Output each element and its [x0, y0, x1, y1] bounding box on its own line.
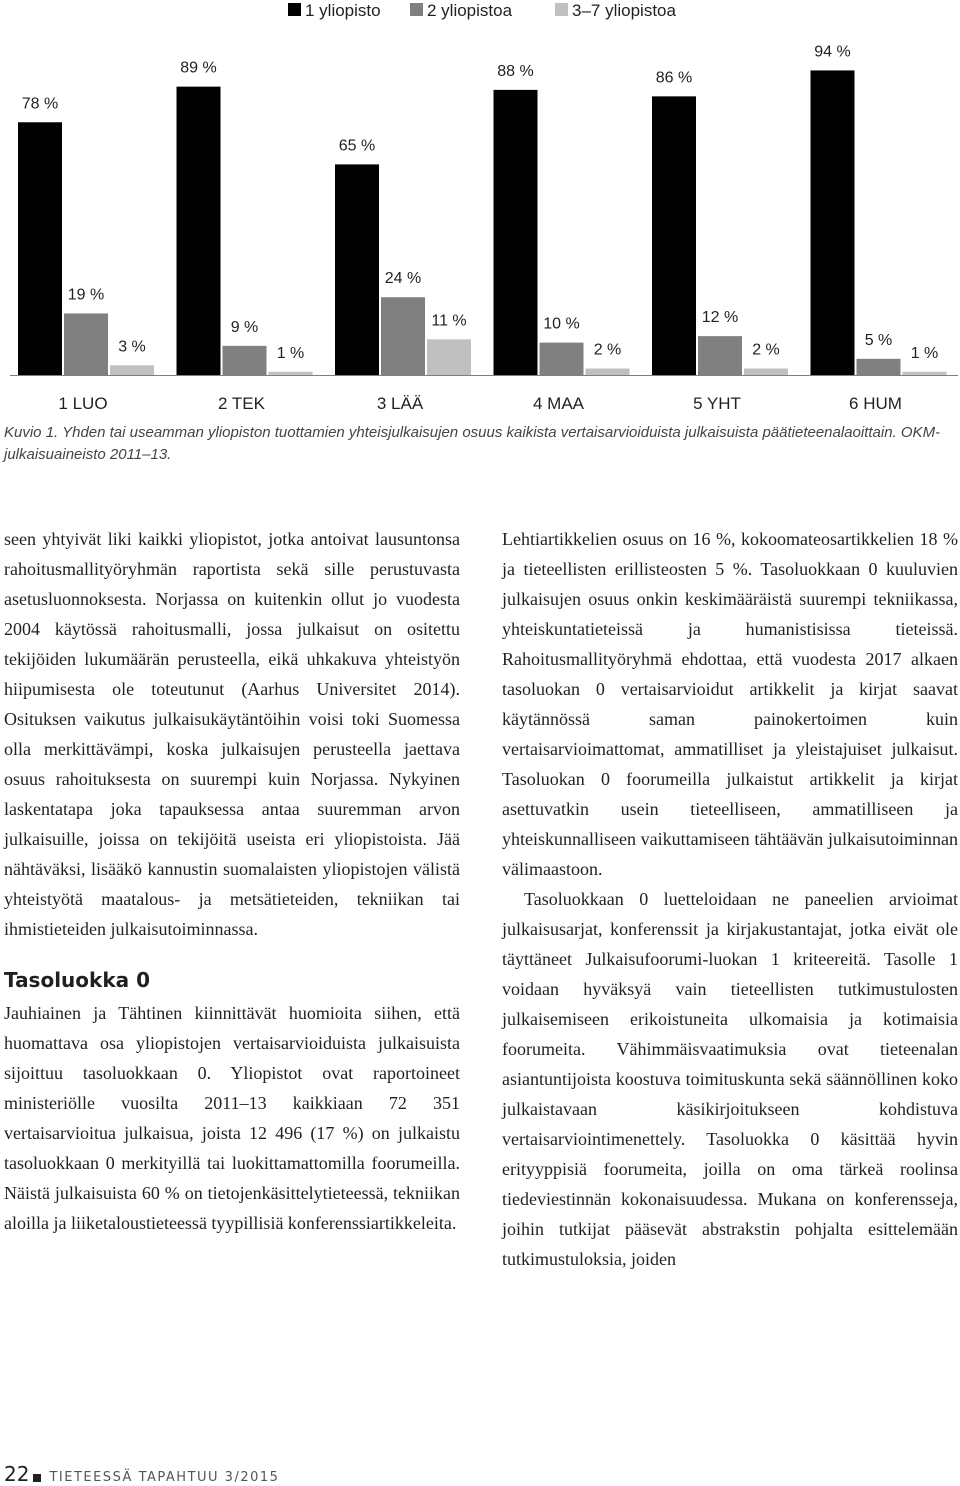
paragraph: Tasoluokkaan 0 luetteloidaan ne paneelien arvioimat julkaisusarjat, konferenssit ja kirjakustantajat, jotka eivät ole täyttäneet Julkaisufoorumi-luokan 1 kriteereitä. Tasolle 1 voidaan hyväksyä vain tieteellisten tutkimustulosten julkaisemiseen erikoistuneita ulkomaisia ja kotimaisia foorumeita. Vähimmäisvaatimuksia ovat tieteenalan asiantuntijoista koostuva toimituskunta sekä säännöllinen koko julkaistavaan käsikirjoitukseen kohdistuva vertaisarviointimenettely. Tasoluokka 0 käsittää hyvin erityyppisiä foorumeita, joilla on oma tärkeä roolinsa tiedeviestinnän kokonaisuudessa. Mukana on konferensseja, joihin tutkijat pääsevät abstrakstin pohjalta esittelemään tutkimustuloksia, joiden	[502, 889, 958, 1269]
bar	[857, 359, 901, 375]
bar	[540, 343, 584, 375]
legend-swatch	[410, 3, 423, 16]
category-label: 6 HUM	[849, 394, 902, 413]
data-label: 10 %	[543, 315, 580, 333]
legend-label: 2 yliopistoa	[427, 1, 513, 20]
bar	[427, 339, 471, 375]
data-label: 1 %	[910, 344, 939, 362]
data-label: 5 %	[864, 331, 893, 349]
data-label: 2 %	[593, 341, 622, 359]
bar	[811, 70, 855, 375]
data-label: 2 %	[752, 341, 780, 359]
data-label: 89 %	[180, 59, 217, 77]
paragraph: Lehtiartikkelien osuus on 16 %, kokoomateosartikkelien 18 % ja tieteellisten erillisteosten 5 %. Tasoluokkaan 0 kuuluvien julkaisujen osuus onkin keskimääräistä suurempi tekniikassa, yhteiskuntatieteissä ja humanistisissa tieteissä. Rahoitusmallityöryhmä ehdottaa, että vuodesta 2017 alkaen tasoluokan 0 vertaisarvioidut artikkelit ja kirjat saavat käytännössä saman painokertoimen kuin vertaisarvioimattomat, ammatilliset ja yleistajuiset julkaisut. Tasoluokan 0 foorumeilla julkaistut artikkelit ja kirjat asettuvatkin usein tieteelliseen, ammatilliseen ja yhteiskunnalliseen vaikuttamiseen tähtäävän julkaisutoiminnan välimaastoon.	[502, 529, 958, 879]
bar	[64, 313, 108, 375]
bar	[269, 372, 313, 375]
category-label: 1 LUO	[58, 394, 108, 413]
bar	[335, 164, 379, 375]
text-column-left	[4, 524, 460, 1238]
category-label: 3 LÄÄ	[376, 394, 424, 413]
bar	[381, 297, 425, 375]
data-label: 3 %	[118, 338, 146, 356]
bar	[903, 372, 947, 375]
legend-label: 1 yliopisto	[305, 1, 381, 20]
section-heading: Tasoluokka 0	[4, 968, 151, 992]
data-label: 9 %	[230, 318, 259, 336]
data-label: 86 %	[655, 69, 693, 87]
figure-caption: Kuvio 1. Yhden tai useamman yliopiston tuottamien yhteisjulkaisujen osuus kaikista vertaisarvioiduista julkaisuista päätieteenalaoittain. OKM-julkaisuaineisto 2011–13.	[4, 424, 941, 463]
legend-swatch	[555, 3, 568, 16]
text-column-right	[502, 524, 958, 1274]
paragraph: seen yhtyivät liki kaikki yliopistot, jotka antoivat lausuntonsa rahoitusmallityöryhmän raportista sekä sille perustuvasta asetusluonnoksesta. Norjassa on kuitenkin ollut jo vuodesta 2004 käytössä rahoitusmalli, jossa julkaisut on ositettu tekijöiden lukumäärän perusteella, eikä uhkakuva yhteistyön hiipumisesta ole toteutunut (Aarhus Universitet 2014). Osituksen vaikutus julkaisukäytäntöihin voisi toki Suomessa olla merkittävämpi, koska julkaisujen perusteella jaettava osuus rahoituksesta on suurempi kuin Norjassa. Nykyinen laskentatapa joka tapauksessa antaa suuremman arvon julkaisuille, joissa on tekijöitä useista eri yliopistoista. Jää nähtäväksi, lisääkö kannustin suomalaisten yliopistojen välistä yhteistyötä maatalous- ja metsätieteiden, tekniikan tai ihmistieteiden julkaisutoiminnassa.	[4, 529, 460, 939]
bar	[18, 122, 62, 375]
category-label: 4 MAA	[532, 394, 585, 413]
page-number: 22	[4, 1462, 30, 1486]
bar	[110, 365, 154, 375]
data-label: 78 %	[21, 95, 59, 113]
data-label: 94 %	[814, 43, 851, 61]
bar	[494, 90, 538, 375]
legend-swatch	[288, 3, 301, 16]
bar	[586, 369, 630, 375]
square-bullet-icon	[33, 1474, 41, 1482]
data-label: 1 %	[276, 344, 305, 362]
bar	[177, 87, 221, 375]
data-label: 11 %	[431, 312, 467, 330]
bar	[698, 336, 742, 375]
journal-name: TIETEESSÄ TAPAHTUU 3/2015	[49, 1470, 280, 1485]
page-footer	[4, 1462, 279, 1486]
legend-label: 3–7 yliopistoa	[572, 1, 676, 20]
bar	[652, 96, 696, 375]
bar	[744, 369, 788, 375]
category-label: 5 YHT	[693, 394, 741, 413]
data-label: 65 %	[338, 137, 376, 155]
paragraph: Jauhiainen ja Tähtinen kiinnittävät huomioita siihen, että huomattava osa yliopistojen vertaisarvioiduista julkaisuista sijoittuu tasoluokkaan 0. Yliopistot ovat raportoineet ministeriölle vuosilta 2011–13 kaikkiaan 72 351 vertaisarvioitua julkaisua, joista 12 496 (17 %) on julkaistu tasoluokkaan 0 merkityillä tai luokittamattomilla foorumeilla. Näistä julkaisuista 60 % on tietojenkäsittelytieteessä, tekniikan aloilla ja liiketaloustieteessä tyypillisiä konferenssiartikkeleita.	[4, 1003, 460, 1233]
data-label: 24 %	[384, 270, 422, 288]
data-label: 12 %	[701, 309, 739, 327]
category-label: 2 TEK	[218, 394, 265, 413]
data-label: 19 %	[67, 286, 105, 304]
bar-chart	[0, 0, 960, 420]
data-label: 88 %	[497, 62, 534, 80]
bar	[223, 346, 267, 375]
